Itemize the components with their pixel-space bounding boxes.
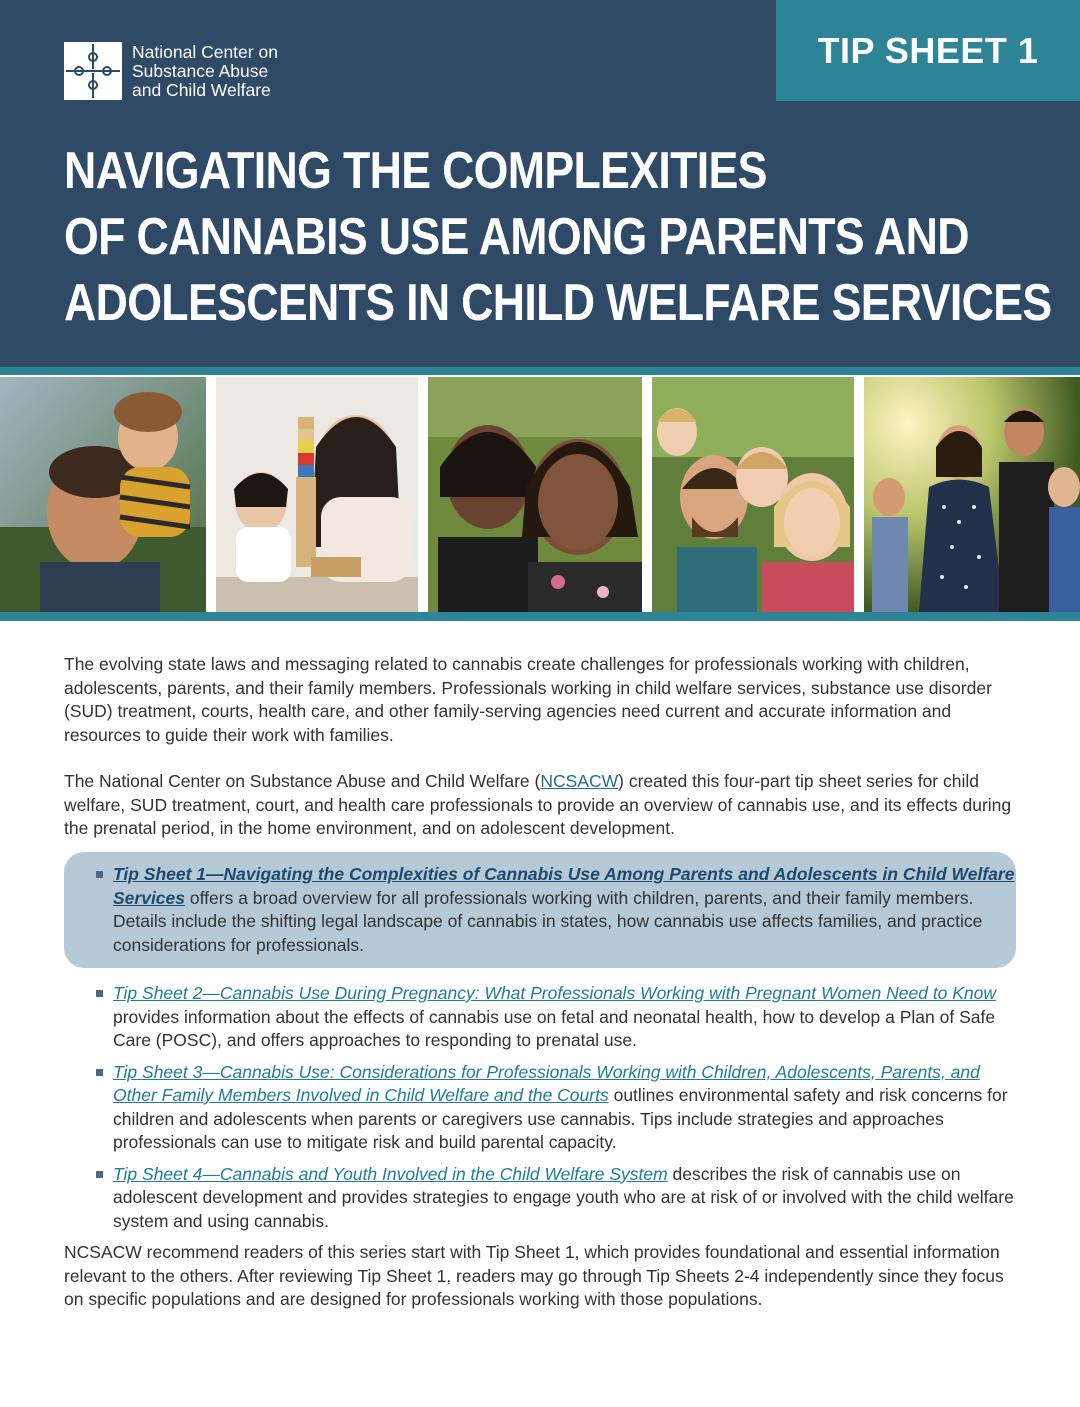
- tip-sheet-item-3: [96, 1061, 1016, 1155]
- tip-sheet-4-description: describes the risk of cannabis use on adolescent development and provides strategies to engage youth who are at risk of or involved with the child welfare system and using cannabis.: [113, 1163, 1014, 1231]
- org-name-line-1: National Center on: [132, 41, 278, 62]
- accent-rule-bottom: [0, 612, 1080, 621]
- intro-p2-after: ) created this four-part tip sheet series for child welfare, SUD treatment, court, and health care professionals to provide an overview of cannabis use, and its effects during the prenatal period, in the home environment, and on adolescent development.: [64, 771, 1012, 838]
- intro-paragraph-2: [64, 770, 1024, 841]
- title-line-3: ADOLESCENTS IN CHILD WELFARE SERVICES: [64, 274, 1052, 332]
- tip-sheet-item-1: [96, 863, 1016, 957]
- accent-rule-top: [0, 367, 1080, 375]
- mother-and-toddler-blocks-photo: [216, 377, 418, 612]
- title-line-2: OF CANNABIS USE AMONG PARENTS AND: [64, 208, 969, 266]
- org-name-line-2: Substance Abuse: [132, 60, 269, 81]
- page-title: [64, 138, 1052, 336]
- photo-strip: [0, 377, 1080, 612]
- tip-sheet-4-link[interactable]: Tip Sheet 4—Cannabis and Youth Involved in the Child Welfare System: [113, 1163, 668, 1184]
- father-and-child-photo: [0, 377, 206, 612]
- two-women-portrait-photo: [428, 377, 642, 612]
- pregnant-woman-family-photo: [864, 377, 1080, 612]
- tip-sheet-item-2: [96, 982, 1016, 1053]
- intro-p2-before: The National Center on Substance Abuse and Child Welfare (: [64, 771, 541, 791]
- puzzle-logo-icon: [64, 42, 122, 100]
- square-bullet-icon: [96, 871, 103, 878]
- square-bullet-icon: [96, 1069, 103, 1076]
- square-bullet-icon: [96, 990, 103, 997]
- header-banner: [0, 0, 1080, 367]
- tip-sheet-item-4: [96, 1163, 1016, 1234]
- title-line-1: NAVIGATING THE COMPLEXITIES: [64, 142, 767, 200]
- org-name: [132, 43, 278, 100]
- tip-sheet-1-description: offers a broad overview for all professionals working with children, parents, and their family members. Details include the shifting legal landscape of cannabis in states, how cannabis use affects families, and practice considerations for professionals.: [113, 887, 983, 955]
- tip-sheet-tab: [776, 0, 1080, 101]
- tip-sheet-1-list: [96, 863, 1016, 957]
- tip-sheet-label: TIP SHEET 1: [817, 29, 1039, 71]
- tip-sheet-3-link[interactable]: Tip Sheet 3—Cannabis Use: Considerations for Professionals Working with Children, Adolescents, Parents, and Other Family Members Involved in Child Welfare and the Courts: [113, 1061, 980, 1105]
- family-group-photo: [652, 377, 854, 612]
- ncsacw-link[interactable]: NCSACW: [540, 771, 619, 791]
- tip-sheet-list: [96, 982, 1016, 1241]
- tip-sheet-2-description: provides information about the effects of cannabis use on fetal and neonatal health, how to develop a Plan of Safe Care (POSC), and offers approaches to responding to prenatal use.: [113, 1006, 996, 1050]
- org-logo[interactable]: [64, 42, 278, 100]
- org-name-line-3: and Child Welfare: [132, 79, 271, 100]
- closing-paragraph: NCSACW recommend readers of this series start with Tip Sheet 1, which provides foundational and essential information relevant to the others. After reviewing Tip Sheet 1, readers may go through Tip Sheets 2-4 independently since they focus on specific populations and are designed for professionals working with those populations.: [64, 1242, 1004, 1309]
- square-bullet-icon: [96, 1171, 103, 1178]
- tip-sheet-2-link[interactable]: Tip Sheet 2—Cannabis Use During Pregnancy: What Professionals Working with Pregnant Women Need to Know: [113, 983, 997, 1003]
- tip-sheet-3-description: outlines environmental safety and risk concerns for children and adolescents when parents or caregivers use cannabis. Tips include strategies and approaches professionals can use to mitigate risk and build parental capacity.: [113, 1085, 1008, 1152]
- intro-paragraph-1: The evolving state laws and messaging related to cannabis create challenges for professionals working with children, adolescents, parents, and their family members. Professionals working in child welfare services, substance use disorder (SUD) treatment, courts, health care, and other family-serving agencies need current and accurate information and resources to guide their work with families.: [64, 654, 992, 745]
- tip-sheet-1-link[interactable]: Tip Sheet 1—Navigating the Complexities of Cannabis Use Among Parents and Adolescents in Child Welfare Services: [113, 864, 1015, 908]
